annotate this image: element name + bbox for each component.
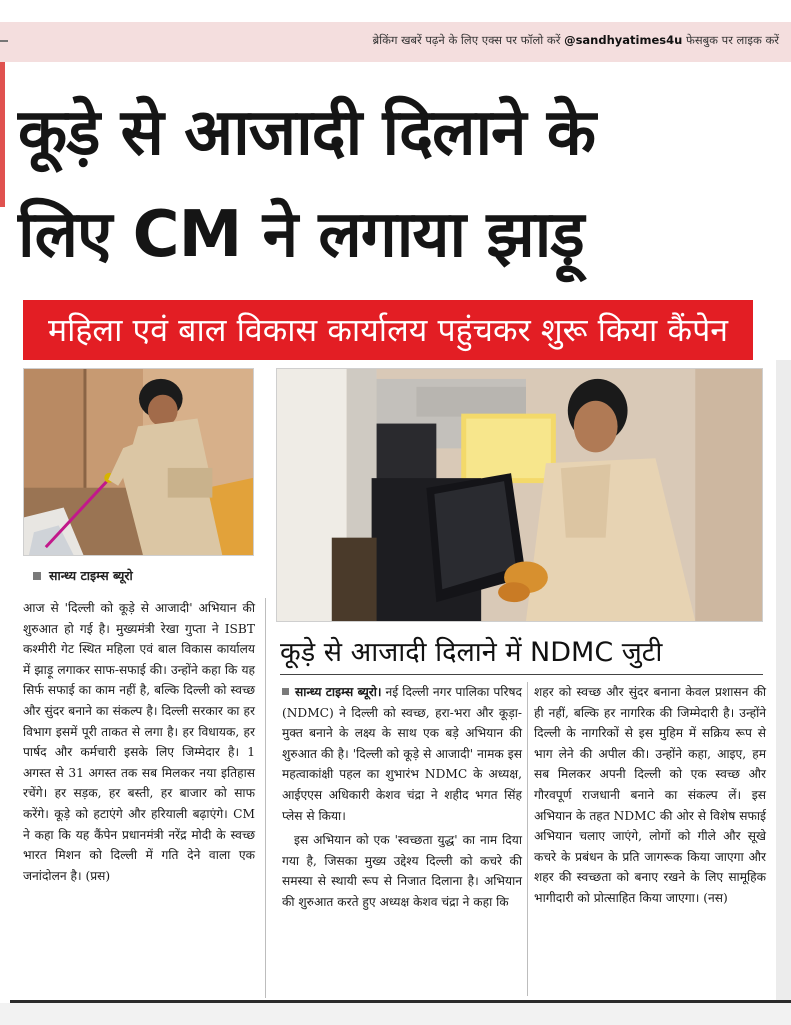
photo-credit xyxy=(33,567,133,584)
bar-dash xyxy=(0,40,8,42)
headline-line-2: लिए CM ने लगाया झाड़ू xyxy=(18,198,584,272)
social-follow-strip xyxy=(373,33,779,48)
story2-column-2 xyxy=(534,682,766,909)
story2-para-1 xyxy=(282,682,522,826)
facebook-like-text: फेसबुक पर लाइक करें xyxy=(685,33,779,47)
x-handle[interactable]: @sandhyatimes4u xyxy=(564,33,683,47)
story2-column-1 xyxy=(282,682,522,913)
story2-col2-text: शहर को स्वच्छ और सुंदर बनाना केवल प्रशासन की ही नहीं, बल्कि हर नागरिक की जिम्मेदारी है। उन्होंने दिल्ली के नागरिकों से इस मुहिम में सक्रिय रूप से भाग लेने की अपील की। उन्होंने कहा, आइए, हम सब मिलकर अपनी दिल्ली को एक स्वच्छ और गौरवपूर्ण राजधानी बनाने का संकल्प लें। इस अभियान के तहत NDMC की ओर से विशेष सफाई अभियान चलाए जाएंगे, लोगों को गीले और सूखे कचरे के प्रबंधन के प्रति जागरूक किया जाएगा और शहर की स्वच्छता को बनाए रखने के लिए सामूहिक भागीदारी को प्रोत्साहित किया जाएगा। (नस) xyxy=(534,685,766,905)
square-bullet-icon xyxy=(282,688,289,695)
photo-credit-text: सान्ध्य टाइम्स ब्यूरो xyxy=(49,568,133,583)
photo-cm-sweeping xyxy=(23,368,254,556)
story2-byline xyxy=(282,685,382,699)
story2-headline-underline xyxy=(280,674,763,675)
column-divider xyxy=(265,598,266,998)
main-headline xyxy=(18,82,778,286)
story1-text: आज से 'दिल्ली को कूड़े से आजादी' अभियान की शुरुआत हो गई है। मुख्यमंत्री रेखा गुप्ता ने ISBT कश्मीरी गेट स्थित महिला एवं बाल विकास कार्यालय में झाड़ू लगाकर साफ-सफाई की। उन्होंने कहा कि यह सिर्फ सफाई का काम नहीं है, बल्कि दिल्ली को स्वच्छ और सुंदर बनाने का संकल्प है। दिल्ली सरकार का हर विभाग इसमें पूरी ताकत से लगा है। हर विधायक, हर पार्षद और कर्मचारी इसके लिए जिम्मेदार है। 1 अगस्त से 31 अगस्त तक सब मिलकर नया इतिहास रचेंगे। हर सड़क, हर बस्ती, हर बाजार को साफ करेंगे। कूड़े को हटाएंगे और हरियाली बढ़ाएंगे। CM ने कहा कि यह कैंपेन प्रधानमंत्री नरेंद्र मोदी के स्वच्छ भारत मिशन को दिल्ली में गति देने वाला एक जनांदोलन है। (प्रस) xyxy=(23,601,255,883)
headline-line-1: कूड़े से आजादी दिलाने के xyxy=(18,96,596,170)
story1-column xyxy=(23,598,255,886)
story2-byline-text: सान्ध्य टाइम्स ब्यूरो। xyxy=(295,685,382,699)
story2-para-2: इस अभियान को एक 'स्वच्छता युद्ध' का नाम दिया गया है, जिसका मुख्य उद्देश्य दिल्ली को कचरे की समस्या से स्थायी रूप से निजात दिलाना है। अभियान की शुरुआत करते हुए अध्यक्ष केशव चंद्रा ने कहा कि xyxy=(282,833,522,909)
subheadline-banner: महिला एवं बाल विकास कार्यालय पहुंचकर शुरू किया कैंपेन xyxy=(23,300,753,360)
social-follow-bar xyxy=(0,22,791,62)
right-margin-shade xyxy=(776,360,791,1000)
story2-headline: कूड़े से आजादी दिलाने में NDMC जुटी xyxy=(280,637,663,668)
column-divider xyxy=(527,682,528,996)
bottom-band xyxy=(0,1003,791,1025)
square-bullet-icon xyxy=(33,572,41,580)
photo-cm-office-cleaning xyxy=(276,368,763,622)
story2-para-1-text: नई दिल्ली नगर पालिका परिषद (NDMC) ने दिल्ली को स्वच्छ, हरा-भरा और कूड़ा-मुक्त बनाने के लक्ष्य के साथ एक बड़े अभियान की शुरुआत की है। 'दिल्ली को कूड़े से आजादी' नामक इस महत्वाकांक्षी पहल का शुभारंभ NDMC के अध्यक्ष, आईएएस अधिकारी केशव चंद्रा ने शहीद भगत सिंह प्लेस से किया। xyxy=(282,685,523,823)
follow-on-x-text: ब्रेकिंग खबरें पढ़ने के लिए एक्स पर फॉलो करें xyxy=(372,33,561,47)
left-accent-stripe xyxy=(0,62,5,207)
